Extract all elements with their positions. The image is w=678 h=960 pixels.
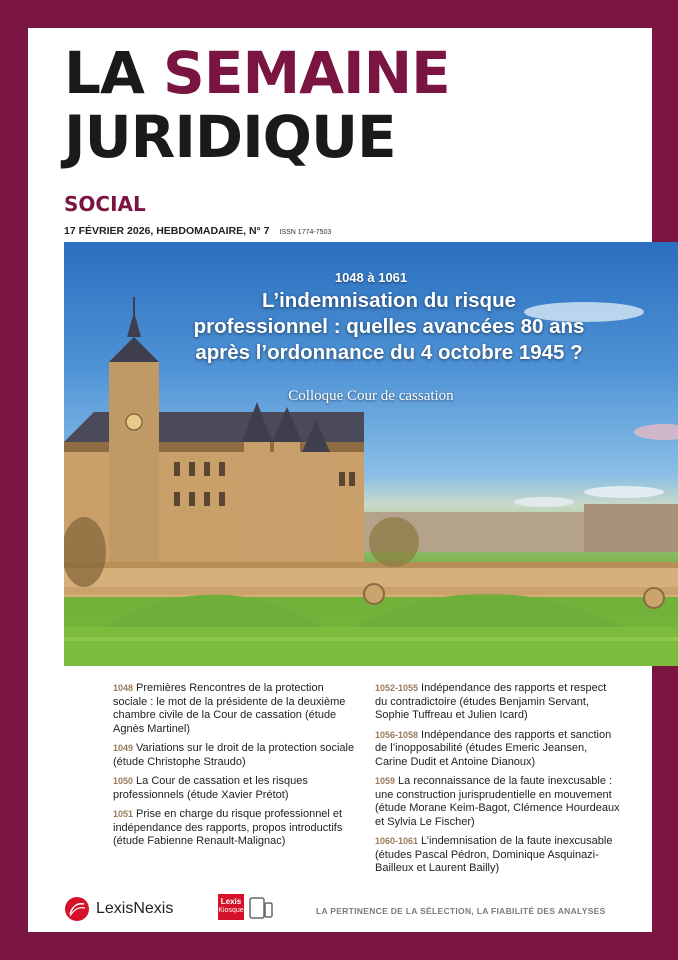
entry-number: 1050 — [113, 776, 134, 786]
entry-text: Premières Rencontres de la protection sociale : le mot de la présidente de la deuxième chambre civile de la Cour de cassation (étude Agnès Martinel) — [113, 682, 346, 735]
contents-entry — [113, 742, 359, 769]
entry-number: 1059 — [375, 776, 396, 786]
lexis-kiosque-badge — [218, 894, 244, 920]
entry-text: La Cour de cassation et les risques professionnels (étude Xavier Prétot) — [113, 775, 308, 801]
lexisnexis-logo — [64, 896, 173, 922]
masthead-line1 — [64, 39, 450, 107]
entry-text: Variations sur le droit de la protection sociale (étude Christophe Straudo) — [113, 742, 355, 768]
headline-line1: L’indemnisation du risque — [262, 289, 516, 312]
contents-entry — [113, 682, 359, 736]
headline-line3: après l’ordonnance du 4 octobre 1945 ? — [195, 341, 583, 364]
contents-entry — [113, 808, 359, 849]
contents-left-column — [113, 682, 359, 855]
issue-date: 17 FÉVRIER 2026, HEBDOMADAIRE, N° 7 — [64, 225, 270, 237]
contents-entry — [375, 835, 621, 876]
brand-name: LexisNexis — [96, 900, 174, 917]
kiosk-line2: Kiosque — [218, 907, 244, 914]
entry-number: 1060-1061 — [375, 836, 419, 846]
entry-text: La reconnaissance de la faute inexcusable : une construction jurisprudentielle en mouvement (étude Morane Keim-Bagot, Clémence Hourdeaux et Sylvia Le Fischer) — [375, 775, 620, 828]
contents-entry — [113, 775, 359, 802]
entry-number: 1051 — [113, 809, 134, 819]
cover-subtitle: Colloque Cour de cassation — [288, 388, 454, 404]
cover-headline — [124, 288, 654, 366]
headline-line2: professionnel : quelles avancées 80 ans — [193, 315, 585, 338]
masthead-juridique: JURIDIQUE — [64, 103, 396, 171]
article-numbers: 1048 à 1061 — [334, 270, 408, 285]
kiosk-line1: Lexis — [220, 897, 242, 906]
dateline — [64, 225, 331, 237]
masthead-semaine: SEMAINE — [163, 39, 450, 107]
devices-icon — [248, 895, 274, 926]
contents-entry — [375, 729, 621, 770]
entry-text: Indépendance des rapports et sanction de l’inopposabilité (études Emeric Jeansen, Carine Dudit et Antoine Dianoux) — [375, 728, 612, 768]
entry-number: 1052-1055 — [375, 683, 419, 693]
contents-entry — [375, 775, 621, 829]
section-label: SOCIAL — [64, 192, 146, 216]
entry-number: 1056-1058 — [375, 729, 419, 740]
entry-number: 1049 — [113, 743, 134, 753]
contents-entry — [375, 682, 621, 723]
issn: ISSN 1774-7503 — [279, 229, 332, 236]
masthead-la: LA — [64, 39, 164, 107]
tagline: LA PERTINENCE DE LA SÉLECTION, LA FIABILITÉ DES ANALYSES — [316, 906, 606, 916]
entry-text: Indépendance des rapports et respect du contradictoire (études Benjamin Servant, Sophie Tuffreau et Julien Icard) — [375, 682, 607, 721]
entry-text: L’indemnisation de la faute inexcusable (études Pascal Pédron, Dominique Asquinazi-Bailleux et Laurent Bailly) — [375, 835, 613, 874]
entry-text: Prise en charge du risque professionnel et indépendance des rapports, propos introductifs (étude Fabienne Renault-Malignac) — [113, 808, 343, 847]
lexisnexis-logo-icon — [64, 896, 90, 922]
contents-right-column — [375, 682, 621, 882]
cover-photo — [64, 242, 678, 666]
entry-number: 1048 — [113, 683, 134, 693]
